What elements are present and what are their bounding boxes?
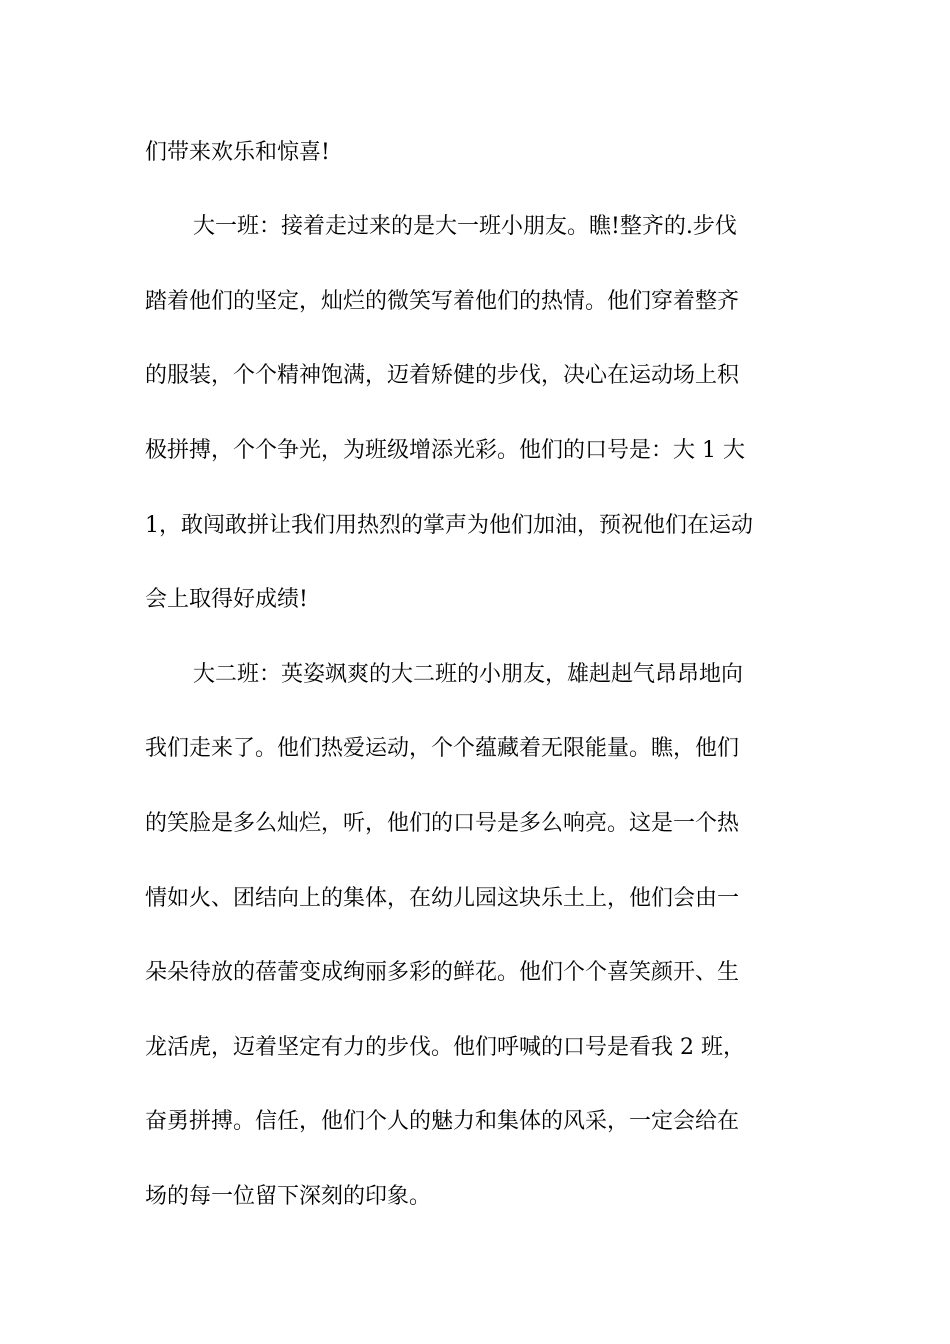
text-line: 我们走来了。他们热爱运动，个个蕴藏着无限能量。瞧，他们: [145, 736, 740, 761]
text-line: 的服装，个个精神饱满，迈着矫健的步伐，决心在运动场上积: [145, 363, 740, 388]
text-line: 龙活虎，迈着坚定有力的步伐。他们呼喊的口号是看我 2 班，: [145, 1035, 745, 1060]
paragraph-start-line: 大一班：接着走过来的是大一班小朋友。瞧!整齐的.步伐: [193, 214, 737, 239]
text-line: 情如火、团结向上的集体，在幼儿园这块乐土上，他们会由一: [145, 886, 740, 911]
text-line: 1，敢闯敢拼让我们用热烈的掌声为他们加油，预祝他们在运动: [145, 513, 753, 538]
text-line: 的笑脸是多么灿烂，听，他们的口号是多么响亮。这是一个热: [145, 811, 740, 836]
text-line: 奋勇拼搏。信任，他们个人的魅力和集体的风采，一定会给在: [145, 1109, 740, 1134]
paragraph-start-line: 大二班：英姿飒爽的大二班的小朋友，雄赳赳气昂昂地向: [193, 662, 744, 687]
text-line: 会上取得好成绩!: [145, 587, 308, 612]
text-line: 们带来欢乐和惊喜!: [145, 140, 330, 165]
text-line: 朵朵待放的蓓蕾变成绚丽多彩的鲜花。他们个个喜笑颜开、生: [145, 960, 740, 985]
text-line: 场的每一位留下深刻的印象。: [145, 1184, 432, 1209]
text-line: 极拼搏，个个争光，为班级增添光彩。他们的口号是：大 1 大: [145, 438, 745, 463]
text-line: 踏着他们的坚定，灿烂的微笑写着他们的热情。他们穿着整齐: [145, 289, 740, 314]
